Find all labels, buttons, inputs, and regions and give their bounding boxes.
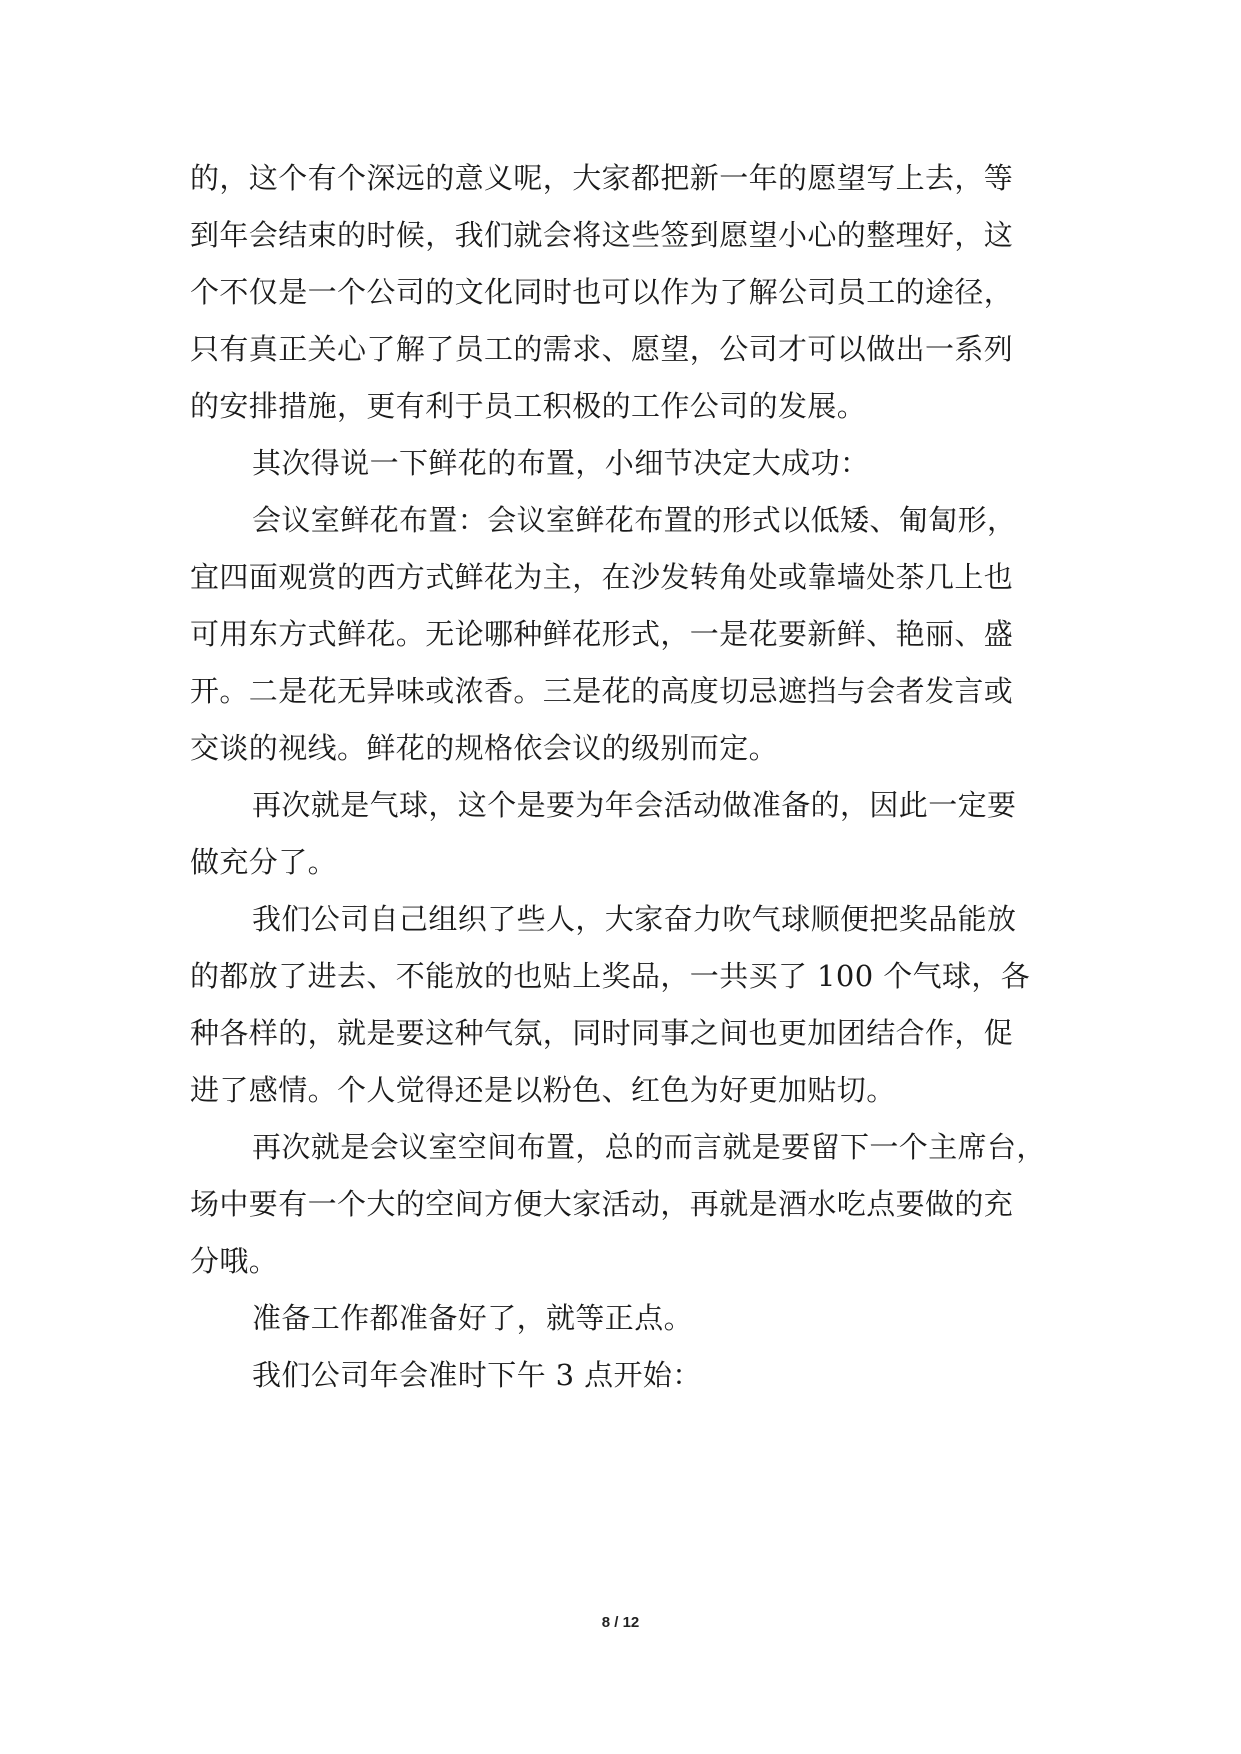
paragraph-line: 我们公司自己组织了些人，大家奋力吹气球顺便把奖品能放 — [252, 902, 1017, 936]
paragraph-line: 分哦。 — [190, 1244, 279, 1278]
paragraph-line: 我们公司年会准时下午 3 点开始： — [252, 1358, 702, 1392]
paragraph-line: 到年会结束的时候，我们就会将这些签到愿望小心的整理好，这 — [190, 218, 1014, 252]
paragraph-line: 会议室鲜花布置：会议室鲜花布置的形式以低矮、匍匐形， — [252, 503, 1017, 537]
paragraph-line: 其次得说一下鲜花的布置，小细节决定大成功： — [252, 446, 870, 480]
paragraph-line: 准备工作都准备好了，就等正点。 — [252, 1301, 694, 1335]
paragraph-line: 的，这个有个深远的意义呢，大家都把新一年的愿望写上去，等 — [190, 161, 1014, 195]
paragraph-line: 做充分了。 — [190, 845, 338, 879]
paragraph-line: 再次就是会议室空间布置，总的而言就是要留下一个主席台， — [252, 1130, 1046, 1164]
paragraph-line: 只有真正关心了解了员工的需求、愿望，公司才可以做出一系列 — [190, 332, 1014, 366]
paragraph-line: 交谈的视线。鲜花的规格依会议的级别而定。 — [190, 731, 779, 765]
page-number: 8 / 12 — [601, 1614, 640, 1631]
paragraph-line: 开。二是花无异味或浓香。三是花的高度切忌遮挡与会者发言或 — [190, 674, 1014, 708]
paragraph-line: 的都放了进去、不能放的也贴上奖品，一共买了 100 个气球，各 — [190, 959, 1031, 993]
paragraph-line: 再次就是气球，这个是要为年会活动做准备的，因此一定要 — [252, 788, 1017, 822]
paragraph-line: 宜四面观赏的西方式鲜花为主，在沙发转角处或靠墙处茶几上也 — [190, 560, 1014, 594]
paragraph-line: 进了感情。个人觉得还是以粉色、红色为好更加贴切。 — [190, 1073, 896, 1107]
paragraph-line: 的安排措施，更有利于员工积极的工作公司的发展。 — [190, 389, 867, 423]
paragraph-line: 场中要有一个大的空间方便大家活动，再就是酒水吃点要做的充 — [190, 1187, 1014, 1221]
paragraph-line: 种各样的，就是要这种气氛，同时同事之间也更加团结合作，促 — [190, 1016, 1014, 1050]
paragraph-line: 个不仅是一个公司的文化同时也可以作为了解公司员工的途径， — [190, 275, 1014, 309]
paragraph-line: 可用东方式鲜花。无论哪种鲜花形式，一是花要新鲜、艳丽、盛 — [190, 617, 1014, 651]
